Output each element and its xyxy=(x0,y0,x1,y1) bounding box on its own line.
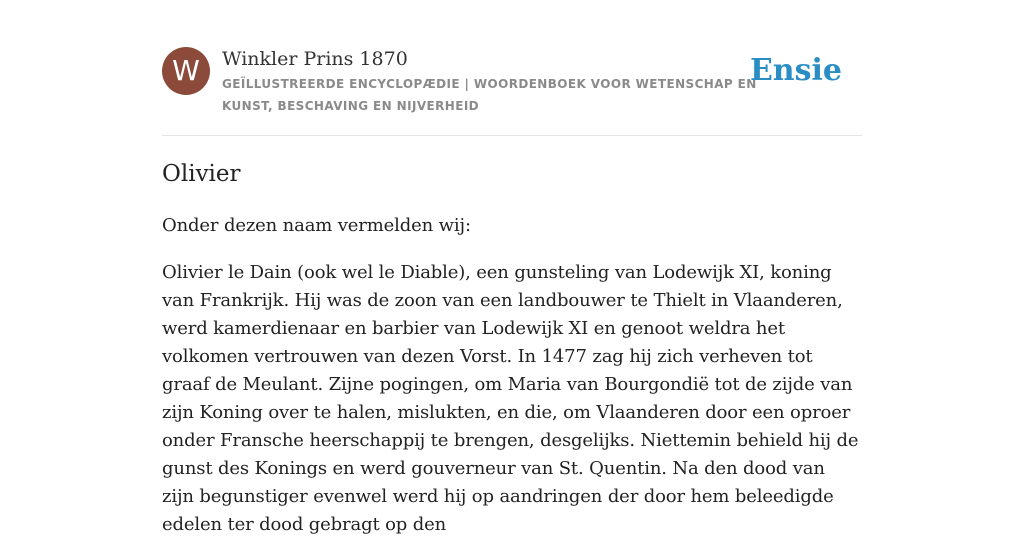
header xyxy=(162,47,862,117)
article-title: Olivier xyxy=(162,161,241,187)
source-subtitle: GEÏLLUSTREERDE ENCYCLOPÆDIE | WOORDENBOEK VOOR WETENSCHAP EN KUNST, BESCHAVING EN NIJVERHEID xyxy=(222,77,757,113)
source-title[interactable]: Winkler Prins 1870 xyxy=(222,48,408,70)
ensie-logo[interactable]: Ensie xyxy=(749,53,842,88)
article-paragraph-intro: Onder dezen naam vermelden wij: xyxy=(162,215,471,236)
header-divider xyxy=(162,135,862,136)
source-avatar[interactable]: W xyxy=(162,47,210,95)
article-body xyxy=(162,212,862,558)
article-paragraph-olivier-le-dain: Olivier le Dain (ook wel le Diable), een gunsteling van Lodewijk XI, koning van Frankrijk. Hij was de zoon van een landbouwer te Thielt in Vlaanderen, werd kamerdienaar en barbier van Lodewijk XI en genoot weldra het volkomen vertrouwen van dezen Vorst. In 1477 zag hij zich verheven tot graaf de Meulant. Zijne pogingen, om Maria van Bourgondië tot de zijde van zijn Koning over te halen, mislukten, en die, om Vlaanderen door een oproer onder Fransche heerschappij te brengen, desgelijks. Niettemin behield hij de gunst des Konings en werd gouverneur van St. Quentin. Na den dood van zijn begunstiger evenwel werd hij op aandringen der door hem beleedigde edelen ter dood gebragt op den xyxy=(162,262,859,535)
